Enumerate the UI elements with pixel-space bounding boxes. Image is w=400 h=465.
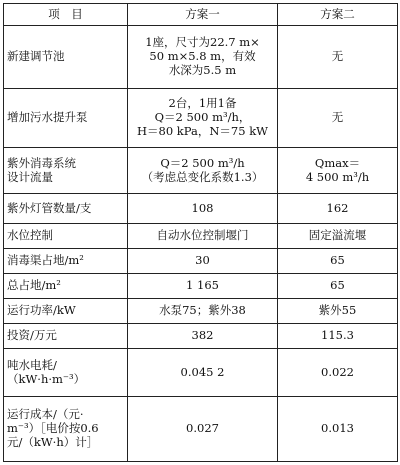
row-label: 紫外消毒系统 设计流量 — [7, 156, 76, 184]
table-header-row — [4, 4, 398, 26]
table-row — [4, 26, 398, 89]
scheme-1-value: 0.027 — [186, 421, 219, 436]
table-row — [4, 323, 398, 348]
scheme-2-value: 65 — [330, 252, 345, 267]
scheme-1-value: 108 — [191, 200, 214, 215]
table-row — [4, 348, 398, 396]
table-row — [4, 298, 398, 323]
scheme-2-value: 162 — [326, 200, 349, 215]
table-row — [4, 88, 398, 148]
scheme-1-value: 水泵75；紫外38 — [159, 302, 246, 317]
scheme-1-value: 30 — [195, 252, 210, 267]
scheme-1-value: 自动水位控制堰门 — [156, 227, 249, 242]
table-row — [4, 148, 398, 194]
scheme-1-value: 1座，尺寸为22.7 m× 50 m×5.8 m，有效 水深为5.5 m — [145, 35, 260, 77]
scheme-2-value: Qmax＝ 4 500 m³/h — [305, 156, 370, 184]
row-label: 投资/万元 — [7, 328, 57, 343]
scheme-1-value: 382 — [191, 328, 214, 343]
table-row — [4, 397, 398, 462]
header-scheme-2: 方案二 — [278, 4, 398, 26]
row-label: 运行功率/kW — [7, 302, 76, 317]
scheme-2-value: 0.022 — [321, 364, 354, 379]
comparison-table — [3, 3, 398, 462]
table-row — [4, 273, 398, 298]
scheme-1-value: 2台，1用1备 Q＝2 500 m³/h， H＝80 kPa，N＝75 kW — [136, 96, 268, 138]
row-label: 运行成本/（元· m⁻³）［电价按0.6 元/（kW·h）计］ — [7, 407, 99, 449]
row-label: 新建调节池 — [7, 48, 65, 63]
row-label: 紫外灯管数量/支 — [7, 200, 92, 215]
header-item: 项 目 — [4, 4, 128, 26]
scheme-2-value: 0.013 — [321, 421, 354, 436]
row-label: 总占地/m² — [7, 277, 61, 292]
row-label: 水位控制 — [7, 227, 53, 242]
header-scheme-1: 方案一 — [128, 4, 278, 26]
scheme-2-value: 65 — [330, 277, 345, 292]
row-label: 吨水电耗/ （kW·h·m⁻³） — [7, 357, 86, 386]
row-label: 消毒渠占地/m² — [7, 252, 84, 267]
scheme-2-value: 115.3 — [321, 328, 354, 343]
table-row — [4, 194, 398, 223]
scheme-2-value: 无 — [331, 110, 344, 125]
table-row — [4, 223, 398, 248]
scheme-1-value: Q＝2 500 m³/h （考虑总变化系数1.3） — [141, 156, 264, 184]
scheme-1-value: 0.045 2 — [180, 364, 225, 379]
scheme-2-value: 固定溢流堰 — [308, 227, 367, 242]
row-label: 增加污水提升泵 — [7, 110, 88, 125]
table-row — [4, 248, 398, 273]
scheme-2-value: 无 — [331, 48, 344, 63]
scheme-1-value: 1 165 — [186, 277, 219, 292]
scheme-2-value: 紫外55 — [318, 302, 357, 317]
